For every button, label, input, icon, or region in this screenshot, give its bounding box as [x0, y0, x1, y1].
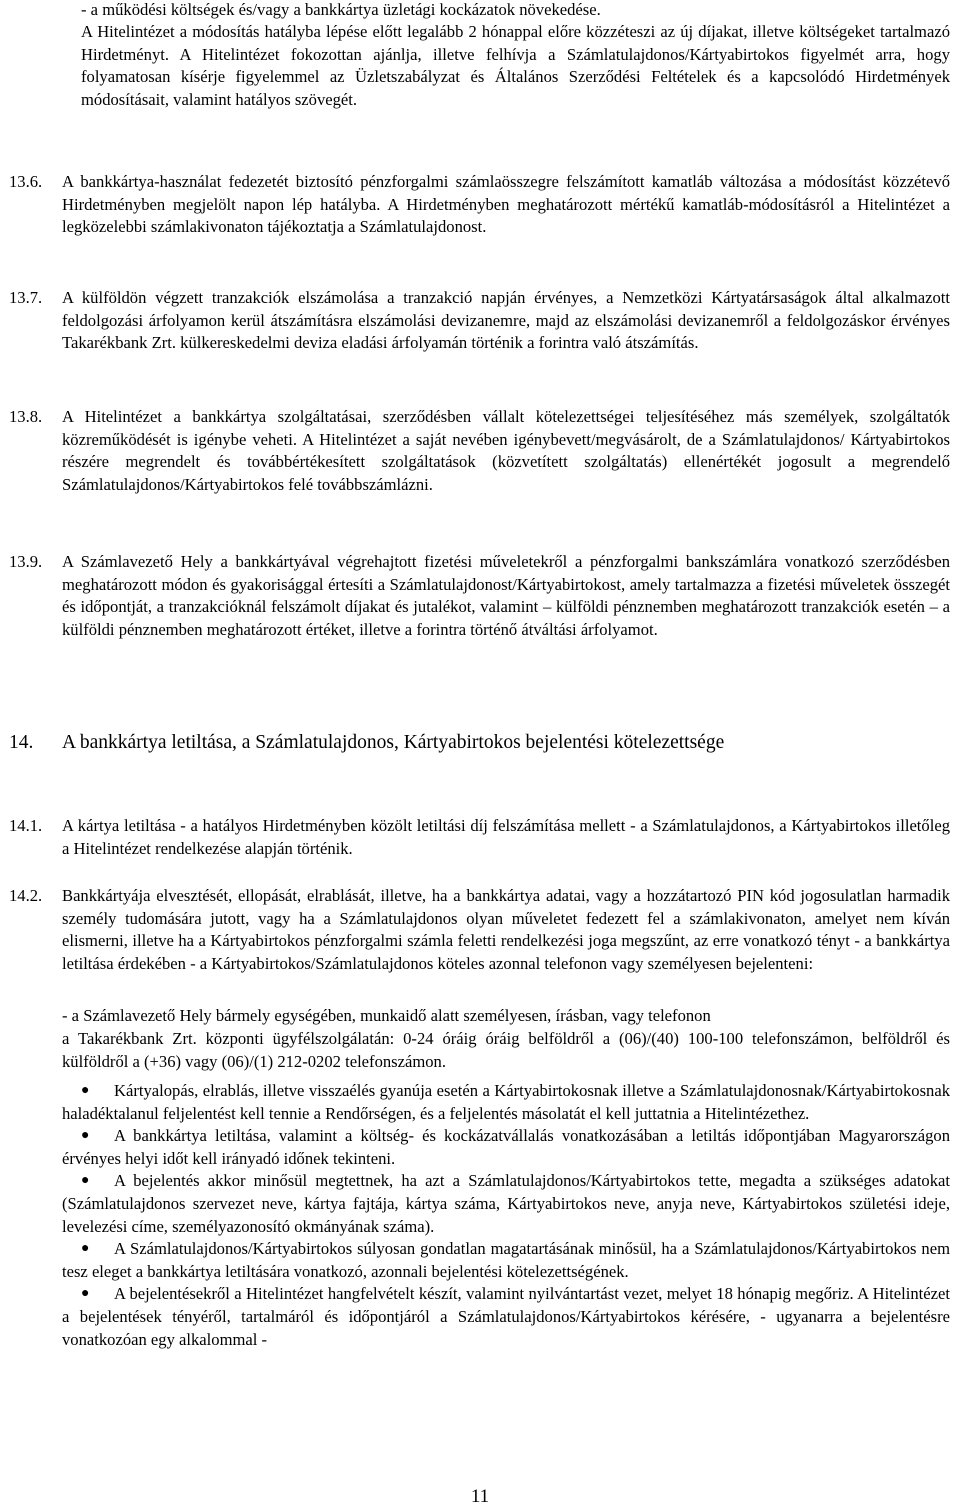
list-item-text: A Számlatulajdonos/Kártyabirtokos súlyosan gondatlan magatartásának minősül, ha a Számlatulajdonos/Kártyabirtokos nem tesz eleget a bankkártya letiltására vonatkozó, azonnali bejelentési kötelezettségének. [62, 1239, 950, 1281]
bullet-icon: ● [81, 1173, 90, 1189]
intro-paragraph [81, 21, 950, 111]
list-item-text: A bankkártya letiltása, valamint a költség- és kockázatvállalás vonatkozásában a letiltás időpontjában Magyarországon érvényes helyi időt kell irányadó időnek tekinteni. [62, 1126, 950, 1168]
top-dash-line [81, 0, 950, 22]
section-text: A bankkártya-használat fedezetét biztosító pénzforgalmi számlaösszegre felszámított kamatláb változása a módosítást közzétevő Hirdetményben megjelölt napon lép hatályba. A Hirdetményben meghatározott mértékű kamatláb-módosításról a Hitelintézet a legközelebbi számlakivonaton tájékoztatja a Számlatulajdonost. [62, 172, 950, 237]
section-text: A Hitelintézet a bankkártya szolgáltatásai, szerződésben vállalt kötelezettségei teljesítéséhez más személyek, szolgáltatók közreműködését is igénybe veheti. A Hitelintézet a saját nevében igénybevett/megvásárolt, de a Számlatulajdonos/ Kártyabirtokos részére megrendelt és továbbértékesített szolgáltatások (közvetített szolgáltatás) ellenértékét jogosult a megrendelő Számlatulajdonos/Kártyabirtokos felé továbbszámlázni. [62, 407, 950, 494]
bullet-list [62, 1080, 950, 1351]
section-text: A kártya letiltása - a hatályos Hirdetményben közölt letiltási díj felszámítása mellett - a Számlatulajdonos, a Kártyabirtokos illetőleg a Hitelintézet rendelkezése alapján történik. [62, 816, 950, 858]
section-number: 13.8. [9, 407, 43, 426]
list-item-text: Kártyalopás, elrablás, illetve visszaélés gyanúja esetén a Kártyabirtokosnak illetve a Számlatulajdonosnak/Kártyabirtokosnak haladéktalanul feljelentést kell tennie a Rendőrségen, és a feljelentés másolatát el kell juttatnia a Hitelintézethez. [62, 1081, 950, 1123]
list-item [62, 1170, 950, 1238]
dash-item-text: - a működési költségek és/vagy a bankkártya üzletági kockázatok növekedése. [81, 0, 601, 19]
list-item [62, 1080, 950, 1125]
section-text: A külföldön végzett tranzakciók elszámolása a tranzakció napján érvényes, a Nemzetközi Kártyatársaságok által alkalmazott feldolgozási árfolyamon kerül átszámításra elszámolási devizanemre, majd az elszámolási devizanemről a feldolgozáskor érvényes Takarékbank Zrt. külkereskedelmi deviza eladási árfolyamán történik a forintra való átszámítás. [62, 288, 950, 353]
page-number: 11 [470, 1486, 490, 1507]
bullet-icon: ● [81, 1083, 90, 1098]
paragraph-text: A Hitelintézet a módosítás hatályba lépése előtt legalább 2 hónappal előre közzéteszi az új díjakat, illetve költségeket tartalmazó Hirdetményt. A Hitelintézet fokozottan ajánlja, illetve felhívja a Számlatulajdonos/Kártyabirtokos figyelmét arra, hogy folyamatosan kísérje figyelemmel az Üzletszabályzat és Általános Szerződési Feltételek és a kapcsolódó Hirdetmények módosításait, valamint hatályos szövegét. [81, 22, 950, 109]
list-item-text: A bejelentés akkor minősül megtettnek, ha azt a Számlatulajdonos/Kártyabirtokos tette, megadta a szükséges adatokat (Számlatulajdonos szervezet neve, kártya fajtája, kártya száma, Kártyabirtokos neve, anyja neve, Kártyabirtokos születési ideje, levelezési címe, személyazonosító okmányának száma). [62, 1171, 950, 1236]
bullet-icon: ● [81, 1286, 90, 1302]
section-number: 14.2. [9, 886, 43, 905]
dash-line-1 [62, 1005, 950, 1028]
heading-text: A bankkártya letiltása, a Számlatulajdonos, Kártyabirtokos bejelentési kötelezettsége [62, 732, 725, 753]
heading-number: 14. [9, 732, 34, 753]
list-item [62, 1238, 950, 1283]
section-number: 13.7. [9, 288, 43, 307]
dash-item-text: - a Számlavezető Hely bármely egységében, munkaidő alatt személyesen, írásban, vagy telefonon [62, 1006, 711, 1025]
dash-line-2 [62, 1028, 950, 1073]
bullet-icon: ● [81, 1241, 90, 1257]
section-text: Bankkártyája elvesztését, ellopását, elrablását, illetve, ha a bankkártya adatai, vagy a hozzátartozó PIN kód jogosulatlan harmadik személy tudomására jutott, vagy ha a Számlatulajdonos olyan műveletet fedezett fel a számlakivonaton, amelyet nem kíván elismerni, illetve ha a Kártyabirtokos pénzforgalmi számla feletti rendelkezési joga megszűnt, az erre vonatkozó tényt - a bankkártya letiltása érdekében - a Kártyabirtokos/Számlatulajdonos köteles azonnal telefonon vagy személyesen bejelenteni: [62, 886, 950, 973]
section-number: 13.9. [9, 552, 43, 571]
section-text: A Számlavezető Hely a bankkártyával végrehajtott fizetési műveletekről a pénzforgalmi bankszámlára vonatkozó szerződésben meghatározott módon és gyakorisággal értesíti a Számlatulajdonost/Kártyabirtokost, amely tartalmazza a fizetési műveletek összegét és időpontját, a tranzakcióknál felszámolt díjakat és jutalékot, valamint – külföldi pénznemben meghatározott tranzakciók esetén – a külföldi pénznemben meghatározott értéket, illetve a forintra történő átváltási árfolyamot. [62, 552, 950, 639]
list-item-text: A bejelentésekről a Hitelintézet hangfelvételt készít, valamint nyilvántartást vezet, melyet 18 hónapig megőriz. A Hitelintézet a bejelentések tényéről, tartalmáról és időpontjáról a Számlatulajdonos/Kártyabirtokos kérésére, - ugyanarra a bejelentésre vonatkozóan egy alkalommal - [62, 1284, 950, 1349]
list-item [62, 1125, 950, 1170]
bullet-icon: ● [81, 1128, 90, 1144]
dash-item-text: a Takarékbank Zrt. központi ügyfélszolgálatán: 0-24 óráig óráig belföldről a (06)/(40) 100-100 telefonszámon, belföldről és külföldről a (+36) vagy (06)/(1) 212-0202 telefonszámon. [62, 1029, 950, 1071]
list-item [62, 1283, 950, 1351]
section-number: 13.6. [9, 172, 43, 191]
section-number: 14.1. [9, 816, 43, 835]
